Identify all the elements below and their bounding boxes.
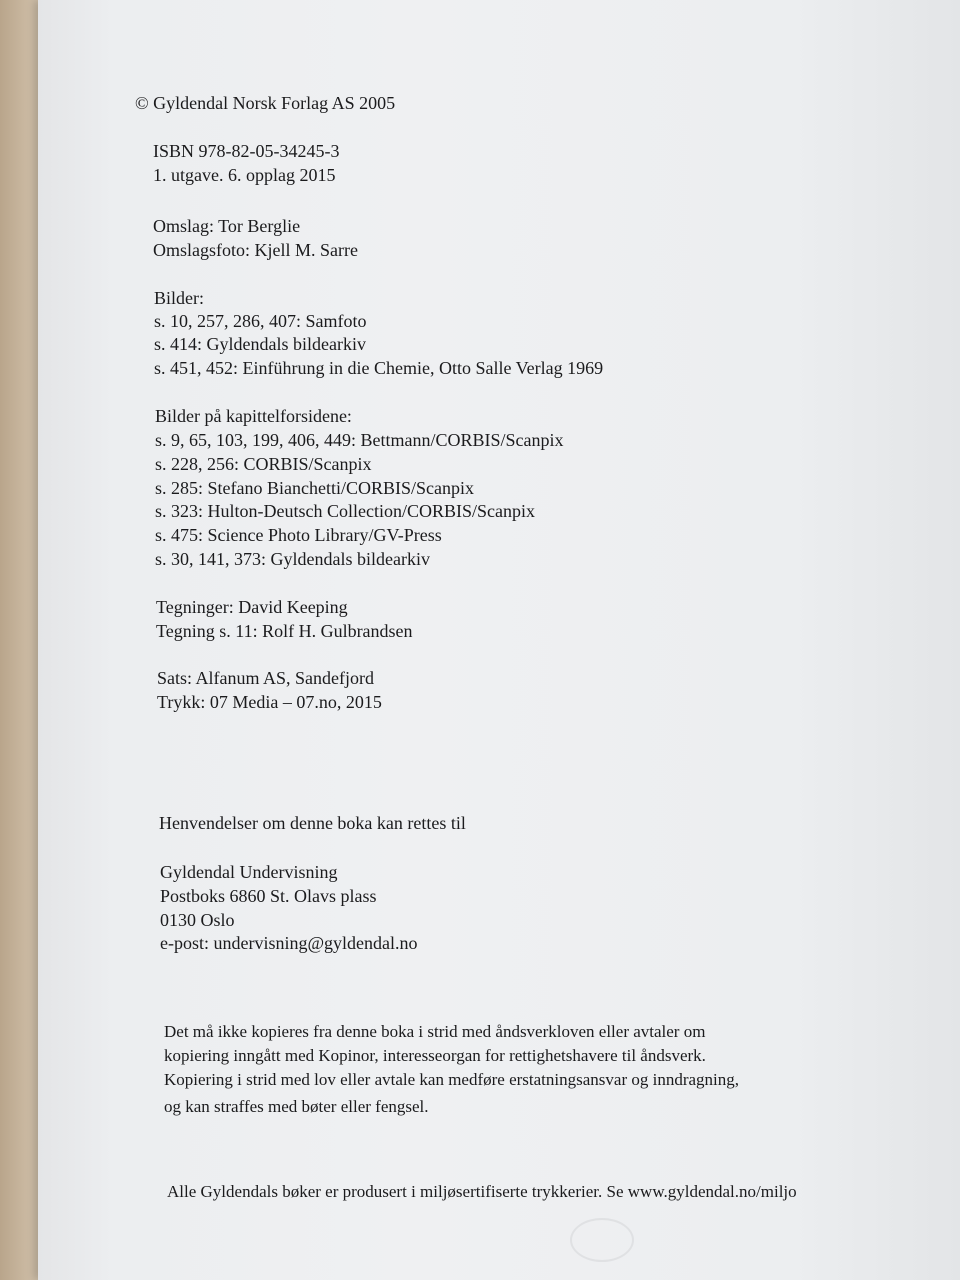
chapter-images-line: s. 285: Stefano Bianchetti/CORBIS/Scanpix bbox=[155, 478, 474, 498]
publisher-box: Postboks 6860 St. Olavs plass bbox=[160, 886, 377, 906]
drawings-line: Tegninger: David Keeping bbox=[156, 597, 348, 617]
chapter-images-line: s. 475: Science Photo Library/GV-Press bbox=[155, 525, 442, 545]
chapter-images-line: s. 30, 141, 373: Gyldendals bildearkiv bbox=[155, 549, 430, 569]
images-line: s. 10, 257, 286, 407: Samfoto bbox=[154, 311, 367, 331]
inquiries-line: Henvendelser om denne boka kan rettes til bbox=[159, 813, 466, 833]
copyright-line: © Gyldendal Norsk Forlag AS 2005 bbox=[135, 93, 396, 113]
typesetting-line: Sats: Alfanum AS, Sandefjord bbox=[157, 668, 374, 688]
images-line: s. 414: Gyldendals bildearkiv bbox=[154, 334, 366, 354]
cover-design-line: Omslag: Tor Berglie bbox=[153, 216, 301, 236]
publisher-email: e-post: undervisning@gyldendal.no bbox=[160, 933, 418, 953]
publisher-city: 0130 Oslo bbox=[160, 910, 235, 930]
edition-line: 1. utgave. 6. opplag 2015 bbox=[153, 165, 336, 185]
isbn-line: ISBN 978-82-05-34245-3 bbox=[153, 141, 340, 161]
print-line: Trykk: 07 Media – 07.no, 2015 bbox=[157, 692, 382, 712]
show-through-logo bbox=[570, 1218, 634, 1262]
environment-note: Alle Gyldendals bøker er produsert i miljøsertifiserte trykkerier. Se www.gyldendal.no/miljo bbox=[167, 1182, 797, 1201]
images-heading: Bilder: bbox=[154, 288, 204, 308]
legal-line: kopiering inngått med Kopinor, interesseorgan for rettighetshavere til åndsverk. bbox=[164, 1046, 706, 1065]
chapter-images-line: s. 9, 65, 103, 199, 406, 449: Bettmann/CORBIS/Scanpix bbox=[155, 430, 564, 450]
chapter-images-heading: Bilder på kapittelforsidene: bbox=[155, 406, 352, 426]
drawings-page11-line: Tegning s. 11: Rolf H. Gulbrandsen bbox=[156, 621, 413, 641]
publisher-name: Gyldendal Undervisning bbox=[160, 862, 338, 882]
chapter-images-line: s. 323: Hulton-Deutsch Collection/CORBIS/Scanpix bbox=[155, 501, 535, 521]
chapter-images-line: s. 228, 256: CORBIS/Scanpix bbox=[155, 454, 372, 474]
legal-line: Kopiering i strid med lov eller avtale kan medføre erstatningsansvar og inndragning, bbox=[164, 1070, 740, 1089]
legal-line: Det må ikke kopieres fra denne boka i strid med åndsverkloven eller avtaler om bbox=[164, 1022, 706, 1041]
cover-photo-line: Omslagsfoto: Kjell M. Sarre bbox=[153, 240, 358, 260]
legal-line: og kan straffes med bøter eller fengsel. bbox=[164, 1097, 429, 1116]
images-line: s. 451, 452: Einführung in die Chemie, Otto Salle Verlag 1969 bbox=[154, 358, 604, 378]
